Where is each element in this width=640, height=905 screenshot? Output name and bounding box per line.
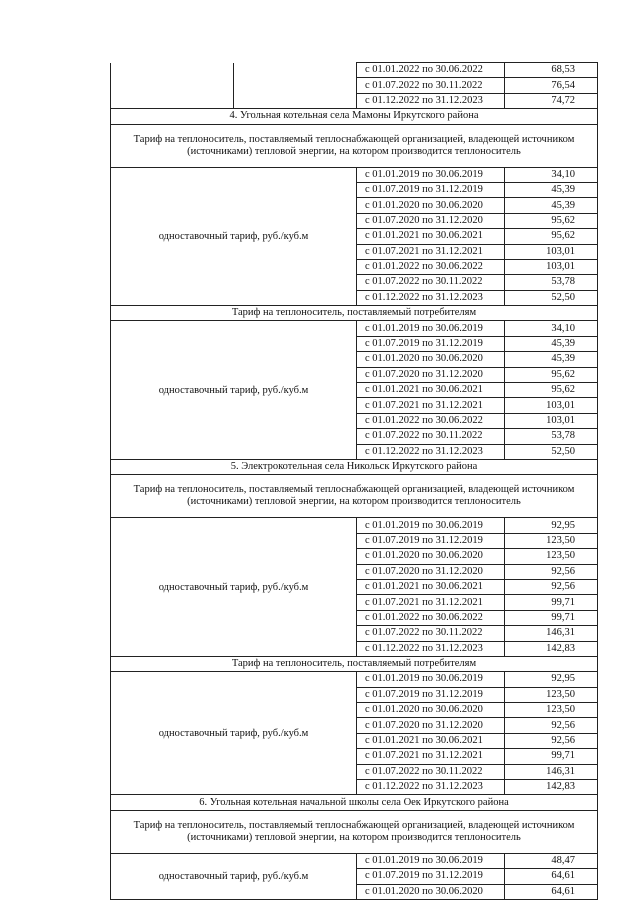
period-cell: с 01.07.2020 по 31.12.2020	[357, 367, 505, 382]
period-cell: с 01.01.2021 по 30.06.2021	[357, 733, 505, 748]
block-heading: Тариф на теплоноситель, поставляемый теплоснабжающей организацией, владеющей источником (источниками) тепловой энергии, на котором производится теплоноситель	[111, 475, 598, 518]
value-cell: 95,62	[505, 383, 598, 398]
value-cell: 95,62	[505, 367, 598, 382]
period-cell: с 01.07.2022 по 30.11.2022	[357, 429, 505, 444]
period-cell: с 01.07.2022 по 30.11.2022	[357, 764, 505, 779]
table-row	[111, 853, 598, 868]
value-cell: 103,01	[505, 398, 598, 413]
period-cell: с 01.12.2022 по 31.12.2023	[357, 290, 505, 305]
value-cell: 99,71	[505, 595, 598, 610]
period-cell: с 01.07.2021 по 31.12.2021	[357, 244, 505, 259]
value-cell: 34,10	[505, 167, 598, 182]
value-cell: 103,01	[505, 244, 598, 259]
block-heading-row	[111, 656, 598, 671]
value-cell: 92,95	[505, 672, 598, 687]
period-cell: с 01.01.2020 по 30.06.2020	[357, 549, 505, 564]
period-cell: с 01.07.2019 по 31.12.2019	[357, 687, 505, 702]
period-cell: с 01.01.2020 по 30.06.2020	[357, 884, 505, 899]
period-cell: с 01.01.2021 по 30.06.2021	[357, 579, 505, 594]
value-cell: 52,50	[505, 444, 598, 459]
period-cell: с 01.07.2019 по 31.12.2019	[357, 869, 505, 884]
section-title-row	[111, 109, 598, 124]
period-cell: с 01.01.2019 по 30.06.2019	[357, 167, 505, 182]
period-cell: с 01.07.2021 по 31.12.2021	[357, 398, 505, 413]
tariff-type-label: одноставочный тариф, руб./куб.м	[111, 672, 357, 795]
value-cell: 34,10	[505, 321, 598, 336]
value-cell: 123,50	[505, 549, 598, 564]
period-cell: с 01.01.2019 по 30.06.2019	[357, 518, 505, 533]
block-heading: Тариф на теплоноситель, поставляемый потребителям	[111, 306, 598, 321]
value-cell: 68,53	[505, 63, 598, 78]
value-cell: 123,50	[505, 687, 598, 702]
period-cell: с 01.01.2022 по 30.06.2022	[357, 259, 505, 274]
period-cell: с 01.12.2022 по 31.12.2023	[357, 641, 505, 656]
section-title: 5. Электрокотельная села Никольск Иркутского района	[111, 459, 598, 474]
value-cell: 52,50	[505, 290, 598, 305]
table-row	[111, 167, 598, 182]
period-cell: с 01.07.2020 по 31.12.2020	[357, 213, 505, 228]
blank-cell	[111, 63, 234, 109]
period-cell: с 01.01.2022 по 30.06.2022	[357, 610, 505, 625]
block-heading: Тариф на теплоноситель, поставляемый теплоснабжающей организацией, владеющей источником (источниками) тепловой энергии, на котором производится теплоноситель	[111, 124, 598, 167]
period-cell: с 01.12.2022 по 31.12.2023	[357, 780, 505, 795]
period-cell: с 01.07.2019 по 31.12.2019	[357, 182, 505, 197]
blank-cell	[234, 63, 357, 109]
value-cell: 123,50	[505, 533, 598, 548]
value-cell: 92,56	[505, 579, 598, 594]
table-row	[111, 321, 598, 336]
period-cell: с 01.01.2021 по 30.06.2021	[357, 383, 505, 398]
value-cell: 48,47	[505, 853, 598, 868]
period-cell: с 01.07.2022 по 30.11.2022	[357, 626, 505, 641]
period-cell: с 01.01.2019 по 30.06.2019	[357, 321, 505, 336]
table-row	[111, 63, 598, 78]
period-cell: с 01.07.2021 по 31.12.2021	[357, 749, 505, 764]
value-cell: 146,31	[505, 626, 598, 641]
period-cell: с 01.07.2019 по 31.12.2019	[357, 336, 505, 351]
value-cell: 92,56	[505, 564, 598, 579]
value-cell: 103,01	[505, 259, 598, 274]
tariff-table-body	[111, 63, 598, 900]
period-cell: с 01.01.2020 по 30.06.2020	[357, 198, 505, 213]
section-title-row	[111, 795, 598, 810]
value-cell: 123,50	[505, 703, 598, 718]
value-cell: 76,54	[505, 78, 598, 93]
tariff-type-label: одноставочный тариф, руб./куб.м	[111, 167, 357, 306]
period-cell: с 01.01.2020 по 30.06.2020	[357, 352, 505, 367]
period-cell: с 01.07.2022 по 30.11.2022	[357, 78, 505, 93]
tariff-type-label: одноставочный тариф, руб./куб.м	[111, 321, 357, 460]
block-heading: Тариф на теплоноситель, поставляемый потребителям	[111, 656, 598, 671]
period-cell: с 01.01.2020 по 30.06.2020	[357, 703, 505, 718]
section-title-row	[111, 459, 598, 474]
tariff-table	[110, 62, 598, 900]
value-cell: 53,78	[505, 275, 598, 290]
value-cell: 95,62	[505, 213, 598, 228]
value-cell: 45,39	[505, 336, 598, 351]
value-cell: 99,71	[505, 610, 598, 625]
period-cell: с 01.01.2019 по 30.06.2019	[357, 853, 505, 868]
period-cell: с 01.07.2020 по 31.12.2020	[357, 718, 505, 733]
value-cell: 92,56	[505, 718, 598, 733]
value-cell: 45,39	[505, 198, 598, 213]
period-cell: с 01.07.2021 по 31.12.2021	[357, 595, 505, 610]
value-cell: 45,39	[505, 352, 598, 367]
value-cell: 64,61	[505, 884, 598, 899]
value-cell: 99,71	[505, 749, 598, 764]
period-cell: с 01.07.2020 по 31.12.2020	[357, 564, 505, 579]
value-cell: 92,56	[505, 733, 598, 748]
tariff-type-label: одноставочный тариф, руб./куб.м	[111, 518, 357, 657]
period-cell: с 01.12.2022 по 31.12.2023	[357, 93, 505, 108]
block-heading-row	[111, 306, 598, 321]
table-row	[111, 518, 598, 533]
block-heading-row	[111, 124, 598, 167]
period-cell: с 01.07.2022 по 30.11.2022	[357, 275, 505, 290]
value-cell: 53,78	[505, 429, 598, 444]
block-heading-row	[111, 810, 598, 853]
period-cell: с 01.01.2019 по 30.06.2019	[357, 672, 505, 687]
block-heading-row	[111, 475, 598, 518]
value-cell: 146,31	[505, 764, 598, 779]
value-cell: 92,95	[505, 518, 598, 533]
period-cell: с 01.01.2022 по 30.06.2022	[357, 63, 505, 78]
value-cell: 103,01	[505, 413, 598, 428]
table-row	[111, 672, 598, 687]
value-cell: 95,62	[505, 229, 598, 244]
value-cell: 142,83	[505, 780, 598, 795]
period-cell: с 01.01.2022 по 30.06.2022	[357, 413, 505, 428]
section-title: 6. Угольная котельная начальной школы села Оек Иркутского района	[111, 795, 598, 810]
value-cell: 142,83	[505, 641, 598, 656]
value-cell: 64,61	[505, 869, 598, 884]
block-heading: Тариф на теплоноситель, поставляемый теплоснабжающей организацией, владеющей источником (источниками) тепловой энергии, на котором производится теплоноситель	[111, 810, 598, 853]
value-cell: 74,72	[505, 93, 598, 108]
section-title: 4. Угольная котельная села Мамоны Иркутского района	[111, 109, 598, 124]
period-cell: с 01.01.2021 по 30.06.2021	[357, 229, 505, 244]
tariff-type-label: одноставочный тариф, руб./куб.м	[111, 853, 357, 899]
period-cell: с 01.07.2019 по 31.12.2019	[357, 533, 505, 548]
value-cell: 45,39	[505, 182, 598, 197]
period-cell: с 01.12.2022 по 31.12.2023	[357, 444, 505, 459]
